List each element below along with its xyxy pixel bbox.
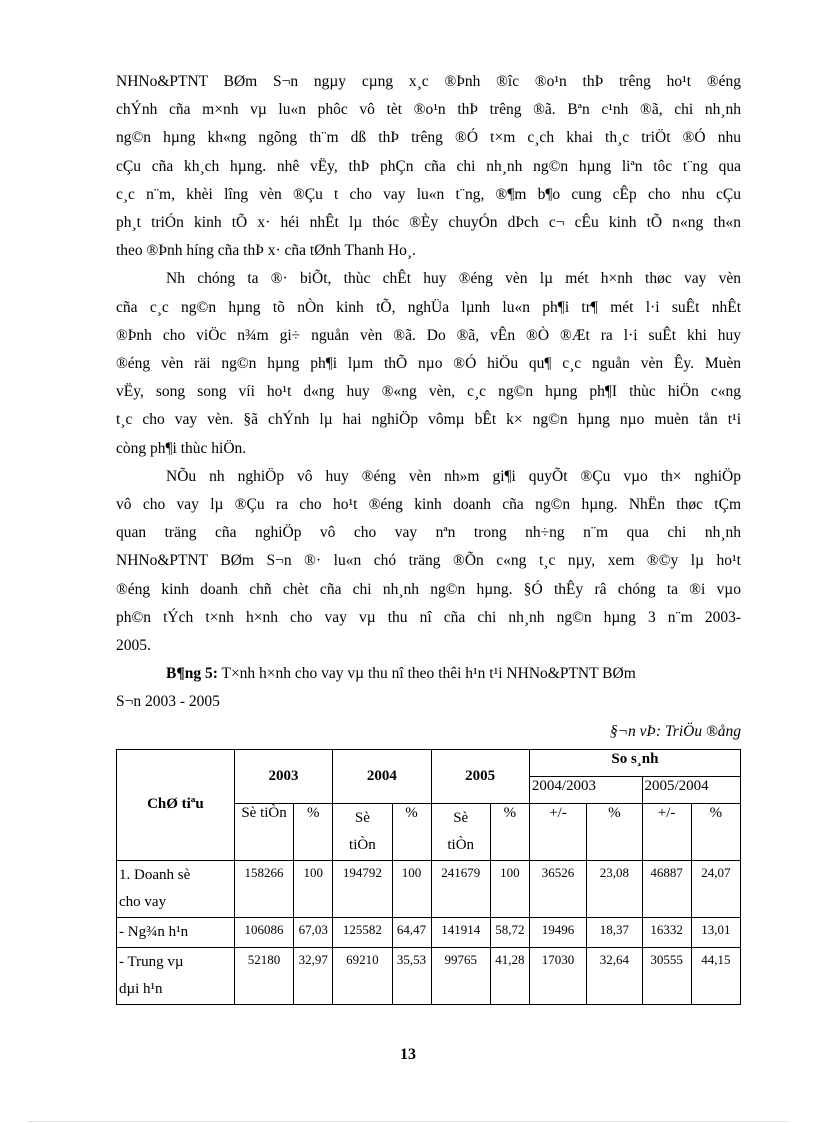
table-cell: 36526 xyxy=(529,860,586,917)
table-row xyxy=(117,947,741,1004)
paragraph-line: c¸c n¨m, khèi lîng vèn ®Çu t cho vay lu«n t¨ng, ®¶m b¶o cung cÊp cho nhu cÇu xyxy=(116,185,741,203)
table-cell: 141914 xyxy=(431,917,490,947)
table-cell: 52180 xyxy=(234,947,293,1004)
paragraph-line: Nh chóng ta ®· biÕt, thùc chÊt huy ®éng vèn lµ mét h×nh thøc vay vèn xyxy=(166,270,741,288)
table-cell: 32,97 xyxy=(294,947,333,1004)
table-cell: 194792 xyxy=(333,860,392,917)
document-page xyxy=(116,68,741,1005)
table-cell: 99765 xyxy=(431,947,490,1004)
paragraph-line: quan träng cña nghiÖp vô cho vay nªn trong nh÷ng n¨m qua chi nh¸nh xyxy=(116,524,741,542)
table-cell: 30555 xyxy=(642,947,691,1004)
table-cell: 18,37 xyxy=(587,917,642,947)
header-indicator: ChØ tiªu xyxy=(117,749,235,860)
paragraph-line: NÕu nh nghiÖp vô huy ®éng vèn nh»m gi¶i quyÕt ®Çu vµo th× nghiÖp xyxy=(166,467,741,485)
table-cell: 16332 xyxy=(642,917,691,947)
paragraph xyxy=(116,463,741,660)
paragraph-line: chÝnh cña m×nh vµ lu«n phôc vô tèt ®o¹n thÞ trêng ®ã. Bªn c¹nh ®ã, chi nh¸nh xyxy=(116,101,741,119)
paragraph-line: t¸c cho vay vèn. §ã chÝnh lµ hai nghiÖp vômµ bÊt k× ng©n hµng nµo muèn tån t¹i xyxy=(116,411,741,429)
table-row xyxy=(117,860,741,917)
paragraph xyxy=(116,265,741,462)
header-period-2005-2004: 2005/2004 xyxy=(642,776,740,803)
table-caption-text: T×nh h×nh cho vay vµ thu nî theo thêi h¹n t¹i NHNo&PTNT BØm xyxy=(217,665,636,683)
table-cell: 69210 xyxy=(333,947,392,1004)
header-compare: So s¸nh xyxy=(529,749,740,776)
table-cell: 100 xyxy=(490,860,529,917)
paragraph-line: NHNo&PTNT BØm S¬n ®· lu«n chó träng ®Õn c«ng t¸c nµy, xem ®©y lµ ho¹t xyxy=(116,552,741,570)
header-year-2005: 2005 xyxy=(431,749,529,803)
row-label: - Ng¾n h¹n xyxy=(117,917,235,947)
paragraph-line: cÇu cña kh¸ch hµng. nhê vËy, thÞ phÇn cña chi nh¸nh ng©n hµng liªn tôc t¨ng qua xyxy=(116,157,741,175)
header-period-2004-2003: 2004/2003 xyxy=(529,776,642,803)
table-cell: 35,53 xyxy=(392,947,431,1004)
header-year-2003: 2003 xyxy=(234,749,332,803)
table-cell: 41,28 xyxy=(490,947,529,1004)
paragraph-line: theo ®Þnh híng cña thÞ x· cña tØnh Thanh Ho¸. xyxy=(116,242,416,260)
paragraph-line: còng ph¶i thùc hiÖn. xyxy=(116,439,247,457)
table-caption xyxy=(116,660,741,716)
header-amount-2005: Sè tiÒn xyxy=(431,803,490,860)
paragraph-line: ph©n tÝch t×nh h×nh cho vay vµ thu nî cña chi nh¸nh ng©n hµng 3 n¨m 2003- xyxy=(116,608,741,626)
header-pct-2: % xyxy=(691,803,740,860)
body-text xyxy=(116,68,741,660)
table-cell: 158266 xyxy=(234,860,293,917)
paragraph xyxy=(116,68,741,265)
paragraph-line: NHNo&PTNT BØm S¬n ngµy cµng x¸c ®Þnh ®îc ®o¹n thÞ trêng ho¹t ®éng xyxy=(116,73,741,90)
paragraph-line: ng©n hµng kh«ng ngõng th¨m dß thÞ trêng ®Ó t×m c¸ch khai th¸c triÖt ®Ó nhu xyxy=(116,129,741,147)
table-caption-text-2: S¬n 2003 - 2005 xyxy=(116,693,220,711)
header-pct-2004: % xyxy=(392,803,431,860)
table-caption-label: B¶ng 5: xyxy=(166,665,218,683)
table-cell: 24,07 xyxy=(691,860,740,917)
page-bottom-divider xyxy=(28,1121,788,1122)
table-cell: 44,15 xyxy=(691,947,740,1004)
header-year-2004: 2004 xyxy=(333,749,431,803)
table-cell: 23,08 xyxy=(587,860,642,917)
row-label: - Trung vµ dµi h¹n xyxy=(117,947,235,1004)
table-cell: 58,72 xyxy=(490,917,529,947)
loan-table xyxy=(116,749,741,1005)
paragraph-line: ®éng kinh doanh chñ chèt cña chi nh¸nh ng©n hµng. §Ó thÊy râ chóng ta ®i vµo xyxy=(116,580,741,598)
header-pct-1: % xyxy=(587,803,642,860)
table-cell: 32,64 xyxy=(587,947,642,1004)
paragraph-line: 2005. xyxy=(116,637,151,655)
table-cell: 100 xyxy=(392,860,431,917)
paragraph-line: ®Þnh cho viÖc n¾m gi÷ nguån vèn ®ã. Do ®ã, vÊn ®Ò ®Æt ra l·i suÊt khi huy xyxy=(116,326,741,344)
table-cell: 17030 xyxy=(529,947,586,1004)
page-number: 13 xyxy=(400,1046,416,1063)
table-cell: 241679 xyxy=(431,860,490,917)
paragraph-line: ph¸t triÓn kinh tÕ x· héi nhÊt lµ thóc ®Èy chuyÓn dÞch c¬ cÊu kinh tÕ n«ng th«n xyxy=(116,214,741,232)
table-cell: 125582 xyxy=(333,917,392,947)
paragraph-line: cña c¸c ng©n hµng tõ nÒn kinh tÕ, nghÜa lµnh lu«n ph¶i tr¶ mét l·i suÊt nhÊt xyxy=(116,298,741,316)
table-cell: 67,03 xyxy=(294,917,333,947)
table-cell: 46887 xyxy=(642,860,691,917)
header-diff-2: +/- xyxy=(642,803,691,860)
header-amount-2004: Sè tiÒn xyxy=(333,803,392,860)
paragraph-line: vô cho vay lµ ®Çu ra cho ho¹t ®éng kinh doanh cña ng©n hµng. NhËn thøc tÇm xyxy=(116,496,741,514)
table-cell: 64,47 xyxy=(392,917,431,947)
paragraph-line: ®éng vèn räi ng©n hµng ph¶i lµm thÕ nµo ®Ó hiÖu qu¶ c¸c nguån vèn Êy. Muèn xyxy=(116,355,741,373)
header-pct-2005: % xyxy=(490,803,529,860)
table-cell: 13,01 xyxy=(691,917,740,947)
table-cell: 19496 xyxy=(529,917,586,947)
table-row xyxy=(117,917,741,947)
table-cell: 106086 xyxy=(234,917,293,947)
header-diff-1: +/- xyxy=(529,803,586,860)
unit-note: §¬n vÞ: TriÖu ®ång xyxy=(609,722,741,740)
header-amount-2003: Sè tiÒn xyxy=(234,803,293,860)
row-label: 1. Doanh sè cho vay xyxy=(117,860,235,917)
table-cell: 100 xyxy=(294,860,333,917)
paragraph-line: vËy, song song víi ho¹t d«ng huy ®«ng vèn, c¸c ng©n hµng ph¶I thùc hiÖn c«ng xyxy=(116,383,741,401)
header-pct-2003: % xyxy=(294,803,333,860)
